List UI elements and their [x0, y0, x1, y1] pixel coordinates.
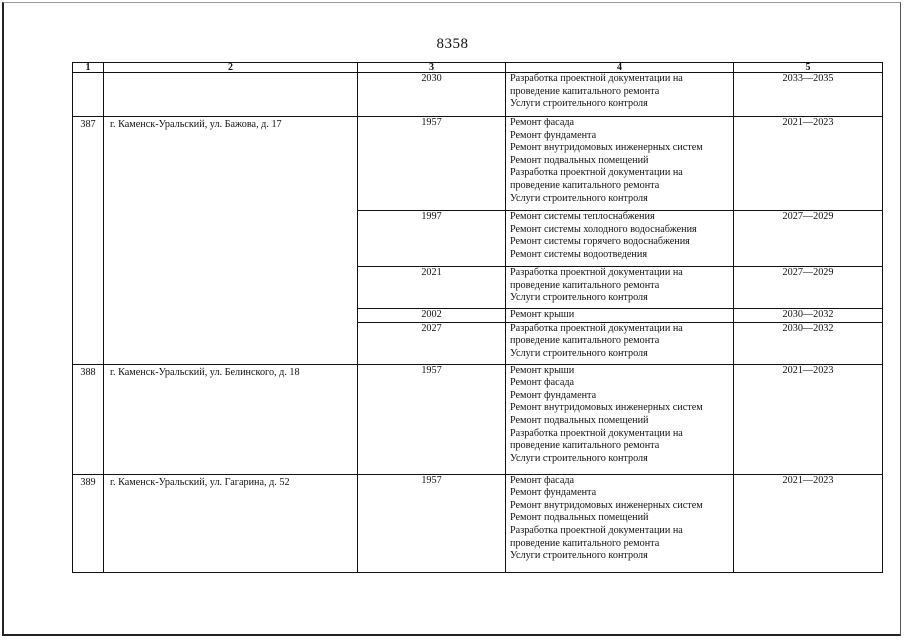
work-item: Разработка проектной документации на	[510, 322, 683, 334]
work-item: Услуги строительного контроля	[510, 347, 648, 359]
works-cell	[506, 309, 734, 323]
work-item: Ремонт крыши	[510, 309, 575, 320]
period-cell	[734, 322, 883, 364]
period-cell	[734, 309, 883, 323]
record-number-cell-text: 388	[80, 366, 96, 378]
work-item: Ремонт фасада	[510, 474, 575, 486]
works-cell	[506, 267, 734, 309]
work-item: Ремонт внутридомовых инженерных систем	[510, 402, 703, 414]
work-item: Ремонт внутридомовых инженерных систем	[510, 142, 703, 154]
table-row	[73, 73, 883, 117]
period-cell	[734, 73, 883, 117]
period-cell-text: 2033—2035	[782, 73, 834, 84]
column-number-row	[73, 63, 883, 73]
address-cell	[104, 73, 358, 117]
year-cell	[358, 267, 506, 309]
year-cell-text: 1997	[421, 211, 442, 222]
period-cell	[734, 211, 883, 267]
work-item: Ремонт фасада	[510, 377, 575, 389]
period-cell	[734, 267, 883, 309]
year-cell	[358, 309, 506, 323]
column-header: 5	[734, 63, 883, 73]
work-item: Разработка проектной документации на	[510, 427, 683, 439]
work-item: проведение капитального ремонта	[510, 335, 660, 347]
year-cell	[358, 73, 506, 117]
work-item: Ремонт системы теплоснабжения	[510, 211, 655, 222]
work-item: Разработка проектной документации на	[510, 73, 683, 84]
year-cell	[358, 474, 506, 572]
work-item: Ремонт системы горячего водоснабжения	[510, 236, 690, 248]
year-cell-text: 2021	[421, 267, 442, 278]
work-item: Ремонт подвальных помещений	[510, 154, 649, 166]
work-item: Ремонт крыши	[510, 364, 575, 376]
work-item: проведение капитального ремонта	[510, 440, 660, 452]
work-item: Ремонт фундамента	[510, 487, 597, 499]
table-row	[73, 364, 883, 474]
address-cell	[104, 474, 358, 572]
works-cell	[506, 364, 734, 474]
address-cell	[104, 364, 358, 474]
year-cell	[358, 322, 506, 364]
work-item: Разработка проектной документации на	[510, 167, 683, 179]
address-cell	[104, 117, 358, 365]
year-cell-text: 2002	[421, 309, 442, 320]
page-number: 8358	[436, 36, 469, 52]
record-number-cell	[73, 474, 104, 572]
address-cell-text: г. Каменск-Уральский, ул. Бажова, д. 17	[110, 119, 282, 130]
table-body	[73, 73, 883, 573]
period-cell	[734, 474, 883, 572]
address-cell-text: г. Каменск-Уральский, ул. Белинского, д. 18	[110, 366, 300, 378]
works-cell	[506, 117, 734, 211]
year-cell-text: 1957	[421, 364, 442, 376]
work-item: Разработка проектной документации на	[510, 524, 683, 536]
work-item: Ремонт подвальных помещений	[510, 414, 649, 426]
work-item: Ремонт фундамента	[510, 129, 597, 141]
work-item: Услуги строительного контроля	[510, 292, 648, 304]
record-number-cell-text: 389	[80, 476, 96, 488]
works-cell	[506, 322, 734, 364]
work-item: Ремонт подвальных помещений	[510, 512, 649, 524]
column-header: 1	[73, 63, 104, 73]
work-item: Услуги строительного контроля	[510, 452, 648, 464]
work-item: Ремонт внутридомовых инженерных систем	[510, 499, 703, 511]
year-cell-text: 2027	[421, 322, 442, 334]
period-cell-text: 2027—2029	[782, 211, 834, 222]
work-item: проведение капитального ремонта	[510, 179, 660, 191]
work-item: Услуги строительного контроля	[510, 98, 648, 110]
works-cell	[506, 211, 734, 267]
period-cell-text: 2030—2032	[782, 322, 834, 334]
period-cell-text: 2030—2032	[782, 309, 834, 320]
work-item: Ремонт системы холодного водоснабжения	[510, 223, 697, 235]
record-number-cell	[73, 73, 104, 117]
column-header: 4	[506, 63, 734, 73]
works-cell	[506, 474, 734, 572]
work-item: Ремонт фасада	[510, 117, 575, 128]
column-header: 2	[104, 63, 358, 73]
record-number-cell	[73, 364, 104, 474]
work-item: Ремонт системы водоотведения	[510, 248, 648, 260]
address-cell-text: г. Каменск-Уральский, ул. Гагарина, д. 52	[110, 476, 290, 488]
work-item: Ремонт фундамента	[510, 389, 597, 401]
period-cell-text: 2021—2023	[782, 117, 834, 128]
table-row	[73, 117, 883, 211]
work-item: Услуги строительного контроля	[510, 192, 648, 204]
year-cell	[358, 211, 506, 267]
work-item: проведение капитального ремонта	[510, 279, 660, 291]
period-cell-text: 2027—2029	[782, 267, 834, 278]
year-cell-text: 1957	[421, 474, 442, 486]
record-number-cell-text: 387	[80, 119, 96, 130]
year-cell	[358, 117, 506, 211]
column-header: 3	[358, 63, 506, 73]
year-cell-text: 2030	[421, 73, 442, 84]
period-cell-text: 2021—2023	[782, 474, 834, 486]
work-item: проведение капитального ремонта	[510, 537, 660, 549]
repair-schedule-table	[72, 62, 883, 573]
period-cell	[734, 117, 883, 211]
works-cell	[506, 73, 734, 117]
year-cell-text: 1957	[421, 117, 442, 128]
table-row	[73, 474, 883, 572]
record-number-cell	[73, 117, 104, 365]
work-item: Услуги строительного контроля	[510, 550, 648, 562]
work-item: Разработка проектной документации на	[510, 267, 683, 278]
period-cell	[734, 364, 883, 474]
year-cell	[358, 364, 506, 474]
work-item: проведение капитального ремонта	[510, 85, 660, 97]
period-cell-text: 2021—2023	[782, 364, 834, 376]
